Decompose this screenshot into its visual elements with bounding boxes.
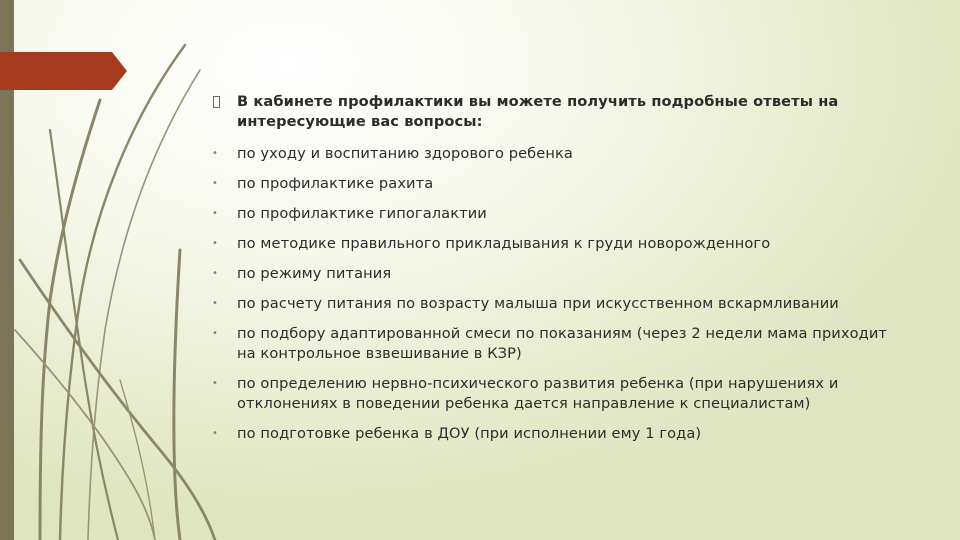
list-item [212,174,902,194]
bullet-dot-icon: • [212,378,218,389]
heading-bullet-icon [213,96,220,108]
list-item-text: по расчету питания по возрасту малыша при искусственном вскармливании [237,295,839,312]
list-item-text: по уходу и воспитанию здорового ребенка [237,145,573,162]
list-item [212,144,902,164]
slide-heading [212,92,902,132]
bullet-dot-icon: • [212,328,218,339]
list-item [212,294,902,314]
bullet-dot-icon: • [212,298,218,309]
list-item-text: по подбору адаптированной смеси по показаниям (через 2 недели мама приходит на контрольное взвешивание в КЗР) [237,325,888,362]
list-item [212,264,902,284]
list-item [212,204,902,224]
bullet-dot-icon: • [212,428,218,439]
list-item-text: по методике правильного прикладывания к груди новорожденного [237,235,771,252]
list-item-text: по подготовке ребенка в ДОУ (при исполнении ему 1 года) [237,425,702,442]
slide-content [212,92,902,454]
bullet-dot-icon: • [212,178,218,189]
list-item-text: по профилактике гипогалактии [237,205,487,222]
heading-text: В кабинете профилактики вы можете получить подробные ответы на интересующие вас вопросы: [237,93,839,130]
list-item-text: по определению нервно-психического развития ребенка (при нарушениях и отклонениях в поведении ребенка дается направление к специалистам) [237,375,839,412]
list-item [212,424,902,444]
bullet-dot-icon: • [212,238,218,249]
bullet-dot-icon: • [212,148,218,159]
list-item [212,374,902,414]
bullet-dot-icon: • [212,208,218,219]
list-item [212,234,902,254]
list-item [212,324,902,364]
list-item-text: по режиму питания [237,265,392,282]
list-item-text: по профилактике рахита [237,175,434,192]
bullet-dot-icon: • [212,268,218,279]
